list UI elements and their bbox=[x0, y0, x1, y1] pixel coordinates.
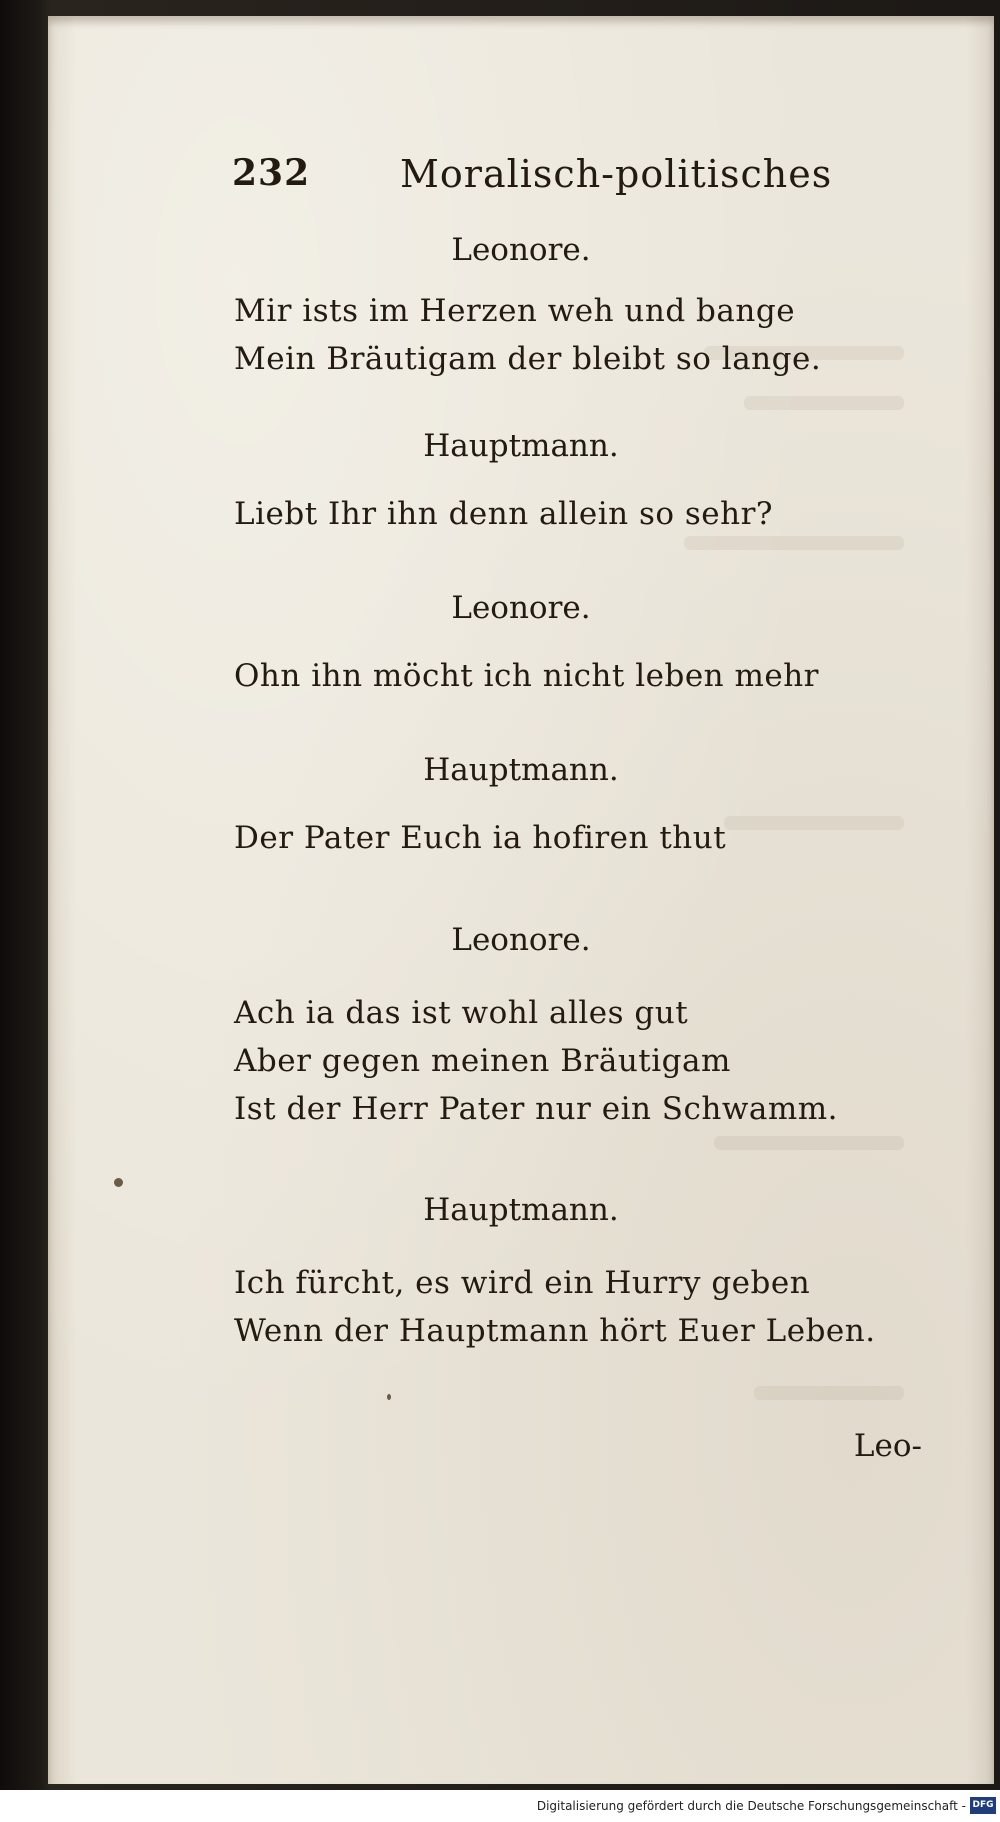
speaker-name: Hauptmann. bbox=[423, 752, 619, 788]
verse-line: Ist der Herr Pater nur ein Schwamm. bbox=[234, 1091, 839, 1127]
verse-line: Aber gegen meinen Bräutigam bbox=[234, 1043, 731, 1079]
verse-line: Liebt Ihr ihn denn allein so sehr? bbox=[234, 496, 774, 532]
dfg-logo: DFG bbox=[970, 1797, 996, 1814]
funding-credit: Digitalisierung gefördert durch die Deutsche Forschungsgemeinschaft - bbox=[536, 1799, 966, 1813]
verse-line: Ach ia das ist wohl alles gut bbox=[234, 995, 689, 1031]
verse-line: Ich fürcht, es wird ein Hurry geben bbox=[234, 1265, 811, 1301]
verse-line: Wenn der Hauptmann hört Euer Leben. bbox=[234, 1313, 876, 1349]
show-through-text bbox=[744, 396, 904, 410]
speaker-name: Leonore. bbox=[451, 922, 591, 958]
show-through-text bbox=[724, 816, 904, 830]
show-through-text bbox=[684, 536, 904, 550]
speaker-name: Leonore. bbox=[451, 232, 591, 268]
show-through-text bbox=[754, 1386, 904, 1400]
running-title: Moralisch-politisches bbox=[400, 152, 833, 196]
paper-speck bbox=[387, 1394, 391, 1400]
show-through-text bbox=[714, 1136, 904, 1150]
verse-line: Mir ists im Herzen weh und bange bbox=[234, 293, 796, 329]
verse-line: Ohn ihn möcht ich nicht leben mehr bbox=[234, 658, 820, 694]
paper-speck bbox=[114, 1178, 123, 1187]
catchword: Leo- bbox=[853, 1428, 922, 1464]
digitization-footer bbox=[0, 1790, 1000, 1822]
speaker-name: Hauptmann. bbox=[423, 428, 619, 464]
verse-line: Der Pater Euch ia hofiren thut bbox=[234, 820, 727, 856]
verse-line: Mein Bräutigam der bleibt so lange. bbox=[234, 341, 822, 377]
page-number: 232 bbox=[232, 152, 311, 194]
book-page bbox=[48, 16, 994, 1784]
speaker-name: Hauptmann. bbox=[423, 1192, 619, 1228]
speaker-name: Leonore. bbox=[451, 590, 591, 626]
